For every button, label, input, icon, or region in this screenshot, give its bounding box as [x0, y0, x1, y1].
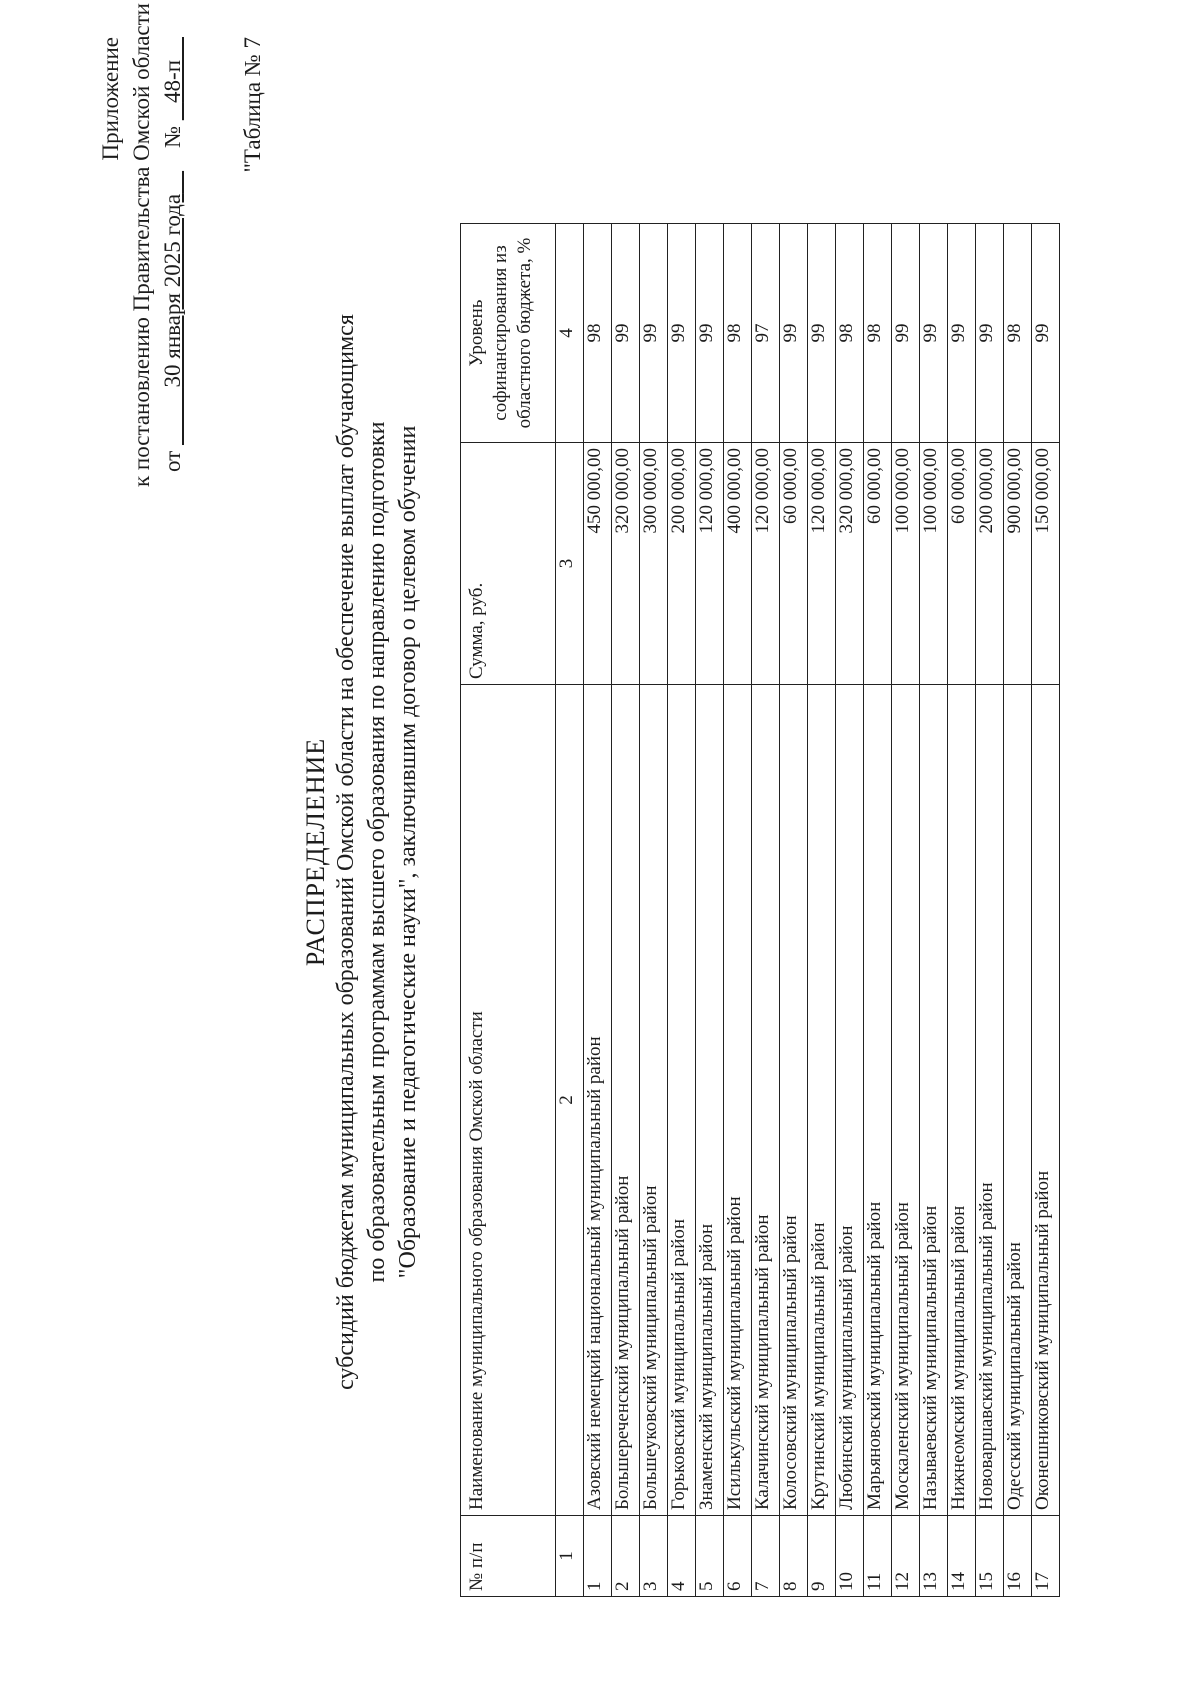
cofinancing-level: 99 [780, 224, 808, 443]
title-line-1: субсидий бюджетам муниципальных образований Омской области на обеспечение выплат обучающимся [333, 314, 359, 1390]
row-number: 8 [780, 1516, 808, 1597]
column-number: 1 [556, 1516, 584, 1597]
subsidy-sum: 100 000,00 [920, 443, 948, 685]
subsidy-sum: 450 000,00 [584, 443, 612, 685]
table-row [668, 224, 696, 1597]
table-row [696, 224, 724, 1597]
cofinancing-level: 99 [892, 224, 920, 443]
resolution-number: 48-п [160, 60, 185, 103]
row-number: 17 [1032, 1516, 1060, 1597]
column-number: 2 [556, 685, 584, 1516]
header-number: № п/п [461, 1516, 556, 1597]
municipality-name: Колосовский муниципальный район [780, 685, 808, 1516]
municipality-name: Нижнеомский муниципальный район [948, 685, 976, 1516]
date-prefix: от [160, 450, 185, 473]
column-number: 4 [556, 224, 584, 443]
table-row [864, 224, 892, 1597]
cofinancing-level: 99 [808, 224, 836, 443]
table-row [976, 224, 1004, 1597]
subsidy-sum: 400 000,00 [724, 443, 752, 685]
table-row [948, 224, 976, 1597]
municipality-name: Азовский немецкий национальный муниципальный район [584, 685, 612, 1516]
table-row [1032, 224, 1060, 1597]
cofinancing-level: 98 [584, 224, 612, 443]
appendix-block [95, 3, 188, 487]
cofinancing-level: 99 [1032, 224, 1060, 443]
row-number: 14 [948, 1516, 976, 1597]
appendix-title: Приложение [98, 37, 123, 161]
table-row [584, 224, 612, 1597]
municipality-name: Большеуковский муниципальный район [640, 685, 668, 1516]
header-level: Уровень софинансирования из областного бюджета, % [461, 224, 556, 443]
header-name: Наименование муниципального образования Омской области [461, 685, 556, 1516]
subsidy-sum: 200 000,00 [976, 443, 1004, 685]
subsidy-sum: 60 000,00 [948, 443, 976, 685]
row-number: 4 [668, 1516, 696, 1597]
appendix-reference: к постановлению Правительства Омской области [129, 3, 154, 487]
cofinancing-level: 99 [640, 224, 668, 443]
cofinancing-level: 98 [864, 224, 892, 443]
table-row [780, 224, 808, 1597]
municipality-name: Любинский муниципальный район [836, 685, 864, 1516]
row-number: 9 [808, 1516, 836, 1597]
subsidy-sum: 120 000,00 [808, 443, 836, 685]
title-line-2: по образовательным программам высшего образования по направлению подготовки [364, 421, 390, 1283]
cofinancing-level: 99 [696, 224, 724, 443]
row-number: 15 [976, 1516, 1004, 1597]
subsidy-sum: 150 000,00 [1032, 443, 1060, 685]
row-number: 12 [892, 1516, 920, 1597]
municipality-name: Одесский муниципальный район [1004, 685, 1032, 1516]
cofinancing-level: 99 [920, 224, 948, 443]
municipality-name: Марьяновский муниципальный район [864, 685, 892, 1516]
table-row [640, 224, 668, 1597]
subsidy-sum: 120 000,00 [696, 443, 724, 685]
row-number: 10 [836, 1516, 864, 1597]
subsidy-sum: 60 000,00 [780, 443, 808, 685]
subsidy-sum: 320 000,00 [836, 443, 864, 685]
row-number: 16 [1004, 1516, 1032, 1597]
municipality-name: Крутинский муниципальный район [808, 685, 836, 1516]
number-prefix: № [160, 125, 185, 148]
column-number: 3 [556, 443, 584, 685]
subsidy-sum: 300 000,00 [640, 443, 668, 685]
cofinancing-level: 98 [1004, 224, 1032, 443]
row-number: 5 [696, 1516, 724, 1597]
row-number: 13 [920, 1516, 948, 1597]
municipality-name: Оконешниковский муниципальный район [1032, 685, 1060, 1516]
table-row [724, 224, 752, 1597]
table-row [836, 224, 864, 1597]
municipality-name: Москаленский муниципальный район [892, 685, 920, 1516]
municipality-name: Называевский муниципальный район [920, 685, 948, 1516]
table-row [752, 224, 780, 1597]
document-title [300, 227, 424, 1477]
cofinancing-level: 99 [948, 224, 976, 443]
table-row [1004, 224, 1032, 1597]
resolution-date: 30 января 2025 года [160, 193, 185, 388]
subsidy-sum: 200 000,00 [668, 443, 696, 685]
subsidy-sum: 100 000,00 [892, 443, 920, 685]
title-heading: РАСПРЕДЕЛЕНИЕ [301, 737, 330, 967]
row-number: 11 [864, 1516, 892, 1597]
subsidy-sum: 900 000,00 [1004, 443, 1032, 685]
column-number-row [556, 224, 584, 1597]
title-line-3: "Образование и педагогические науки", заключившим договор о целевом обучении [395, 425, 421, 1279]
subsidy-sum: 60 000,00 [864, 443, 892, 685]
table-row [920, 224, 948, 1597]
municipality-name: Большереченский муниципальный район [612, 685, 640, 1516]
table-header-row [461, 224, 556, 1597]
cofinancing-level: 98 [836, 224, 864, 443]
municipality-name: Исилькульский муниципальный район [724, 685, 752, 1516]
row-number: 3 [640, 1516, 668, 1597]
municipality-name: Знаменский муниципальный район [696, 685, 724, 1516]
municipality-name: Горьковский муниципальный район [668, 685, 696, 1516]
table-row [808, 224, 836, 1597]
header-sum: Сумма, руб. [461, 443, 556, 685]
municipality-name: Нововаршавский муниципальный район [976, 685, 1004, 1516]
cofinancing-level: 99 [612, 224, 640, 443]
appendix-date-line [157, 37, 188, 487]
row-number: 2 [612, 1516, 640, 1597]
table-row [612, 224, 640, 1597]
subsidy-sum: 320 000,00 [612, 443, 640, 685]
cofinancing-level: 98 [724, 224, 752, 443]
municipality-name: Калачинский муниципальный район [752, 685, 780, 1516]
table-row [892, 224, 920, 1597]
row-number: 1 [584, 1516, 612, 1597]
subsidy-sum: 120 000,00 [752, 443, 780, 685]
row-number: 7 [752, 1516, 780, 1597]
row-number: 6 [724, 1516, 752, 1597]
cofinancing-level: 97 [752, 224, 780, 443]
table-label: "Таблица № 7 [240, 37, 265, 173]
cofinancing-level: 99 [976, 224, 1004, 443]
distribution-table [460, 223, 1060, 1597]
cofinancing-level: 99 [668, 224, 696, 443]
